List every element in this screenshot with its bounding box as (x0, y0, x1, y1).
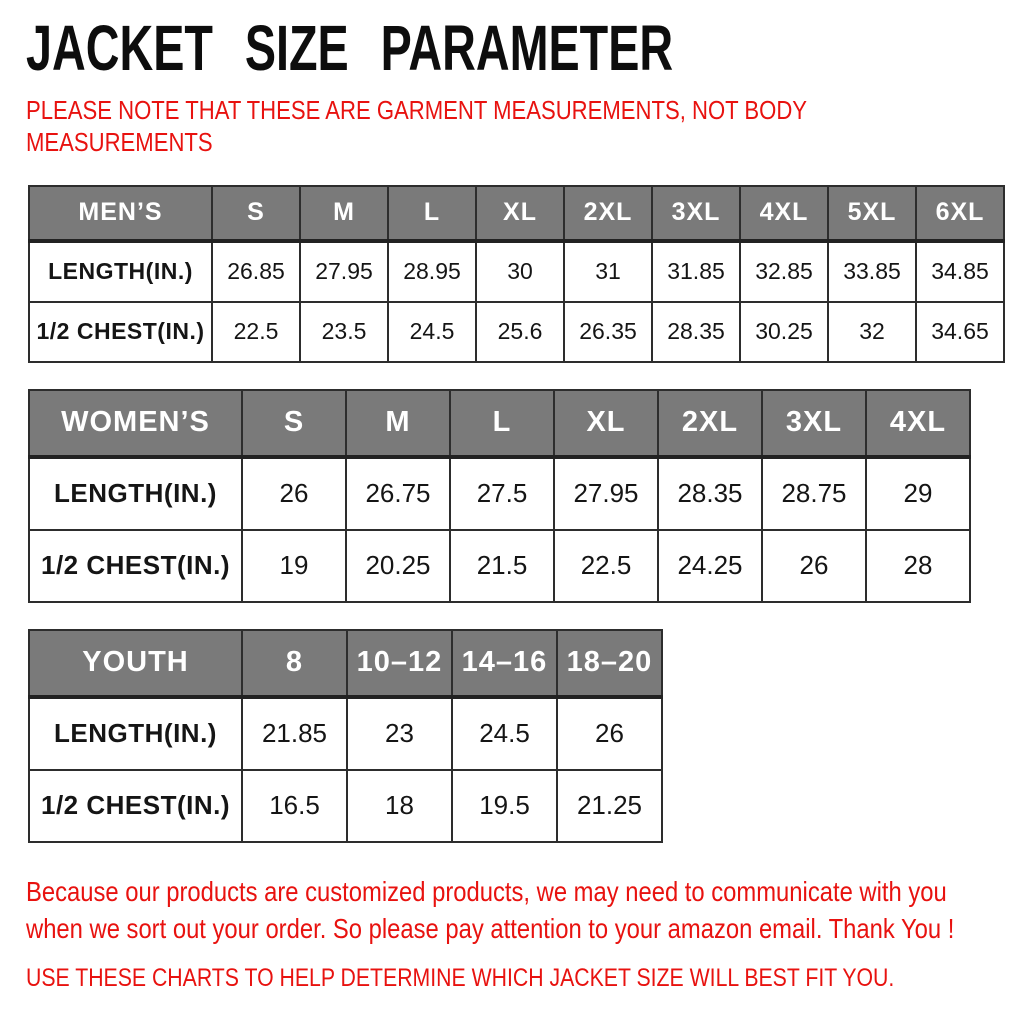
size-value-cell: 16.5 (242, 770, 347, 842)
womens-size-table (28, 389, 971, 603)
size-value-cell: 28.35 (658, 457, 762, 530)
size-value-cell: 24.25 (658, 530, 762, 602)
size-value-cell: 26.35 (564, 302, 652, 362)
size-value-cell: 19.5 (452, 770, 557, 842)
womens-size-header-4xl: 4XL (866, 390, 970, 457)
mens-size-header-6xl: 6XL (916, 186, 1004, 241)
size-value-cell: 27.95 (554, 457, 658, 530)
youth-size-header-14-16: 14–16 (452, 630, 557, 697)
page-title: JACKET SIZE PARAMETER (26, 12, 674, 84)
row-label: 1/2 CHEST(IN.) (29, 770, 242, 842)
womens-size-header-s: S (242, 390, 346, 457)
youth-chest-row (29, 770, 662, 842)
size-value-cell: 21.5 (450, 530, 554, 602)
size-value-cell: 27.5 (450, 457, 554, 530)
size-value-cell: 22.5 (212, 302, 300, 362)
size-value-cell: 25.6 (476, 302, 564, 362)
womens-size-header-2xl: 2XL (658, 390, 762, 457)
size-value-cell: 21.85 (242, 697, 347, 770)
size-value-cell: 26.75 (346, 457, 450, 530)
size-value-cell: 31.85 (652, 241, 740, 302)
size-value-cell: 21.25 (557, 770, 662, 842)
row-label: 1/2 CHEST(IN.) (29, 530, 242, 602)
measurement-note-line-1: PLEASE NOTE THAT THESE ARE GARMENT MEASUREMENTS, NOT BODY (26, 94, 808, 125)
size-value-cell: 28.35 (652, 302, 740, 362)
youth-table-title: YOUTH (29, 630, 242, 697)
youth-header-row (29, 630, 662, 697)
mens-table-title: MEN’S (29, 186, 212, 241)
mens-length-row (29, 241, 1004, 302)
womens-table-title: WOMEN’S (29, 390, 242, 457)
womens-size-header-m: M (346, 390, 450, 457)
size-value-cell: 27.95 (300, 241, 388, 302)
womens-size-header-3xl: 3XL (762, 390, 866, 457)
youth-length-row (29, 697, 662, 770)
size-value-cell: 30 (476, 241, 564, 302)
size-value-cell: 34.65 (916, 302, 1004, 362)
size-value-cell: 26 (762, 530, 866, 602)
measurement-note-line-2: MEASUREMENTS (26, 127, 213, 158)
size-value-cell: 28.95 (388, 241, 476, 302)
youth-size-header-8: 8 (242, 630, 347, 697)
mens-header-row (29, 186, 1004, 241)
row-label: LENGTH(IN.) (29, 457, 242, 530)
size-value-cell: 34.85 (916, 241, 1004, 302)
size-value-cell: 33.85 (828, 241, 916, 302)
size-value-cell: 29 (866, 457, 970, 530)
customization-note-line-1: Because our products are customized products, we may need to communicate with you (26, 875, 947, 907)
mens-size-header-3xl: 3XL (652, 186, 740, 241)
womens-header-row (29, 390, 970, 457)
womens-length-row (29, 457, 970, 530)
mens-size-header-5xl: 5XL (828, 186, 916, 241)
youth-size-header-10-12: 10–12 (347, 630, 452, 697)
size-chart-page (0, 12, 1024, 1024)
mens-size-header-s: S (212, 186, 300, 241)
row-label: LENGTH(IN.) (29, 241, 212, 302)
chart-usage-note: USE THESE CHARTS TO HELP DETERMINE WHICH JACKET SIZE WILL BEST FIT YOU. (26, 964, 895, 993)
size-value-cell: 24.5 (388, 302, 476, 362)
womens-size-header-l: L (450, 390, 554, 457)
youth-size-header-18-20: 18–20 (557, 630, 662, 697)
size-value-cell: 32 (828, 302, 916, 362)
size-value-cell: 24.5 (452, 697, 557, 770)
customization-note (26, 873, 955, 949)
row-label: LENGTH(IN.) (29, 697, 242, 770)
womens-chest-row (29, 530, 970, 602)
mens-chest-row (29, 302, 1004, 362)
youth-size-table (28, 629, 663, 843)
mens-size-header-2xl: 2XL (564, 186, 652, 241)
size-value-cell: 26 (557, 697, 662, 770)
size-value-cell: 19 (242, 530, 346, 602)
size-value-cell: 31 (564, 241, 652, 302)
mens-size-table (28, 185, 1005, 363)
size-value-cell: 22.5 (554, 530, 658, 602)
size-value-cell: 23 (347, 697, 452, 770)
mens-size-header-xl: XL (476, 186, 564, 241)
size-value-cell: 26.85 (212, 241, 300, 302)
size-value-cell: 18 (347, 770, 452, 842)
womens-size-header-xl: XL (554, 390, 658, 457)
size-value-cell: 23.5 (300, 302, 388, 362)
mens-size-header-4xl: 4XL (740, 186, 828, 241)
measurement-note (26, 94, 874, 159)
size-value-cell: 28.75 (762, 457, 866, 530)
mens-size-header-l: L (388, 186, 476, 241)
row-label: 1/2 CHEST(IN.) (29, 302, 212, 362)
customization-note-line-2: when we sort out your order. So please pay attention to your amazon email. Thank You ! (26, 913, 955, 945)
size-value-cell: 26 (242, 457, 346, 530)
size-value-cell: 30.25 (740, 302, 828, 362)
size-value-cell: 32.85 (740, 241, 828, 302)
mens-size-header-m: M (300, 186, 388, 241)
size-value-cell: 28 (866, 530, 970, 602)
size-value-cell: 20.25 (346, 530, 450, 602)
